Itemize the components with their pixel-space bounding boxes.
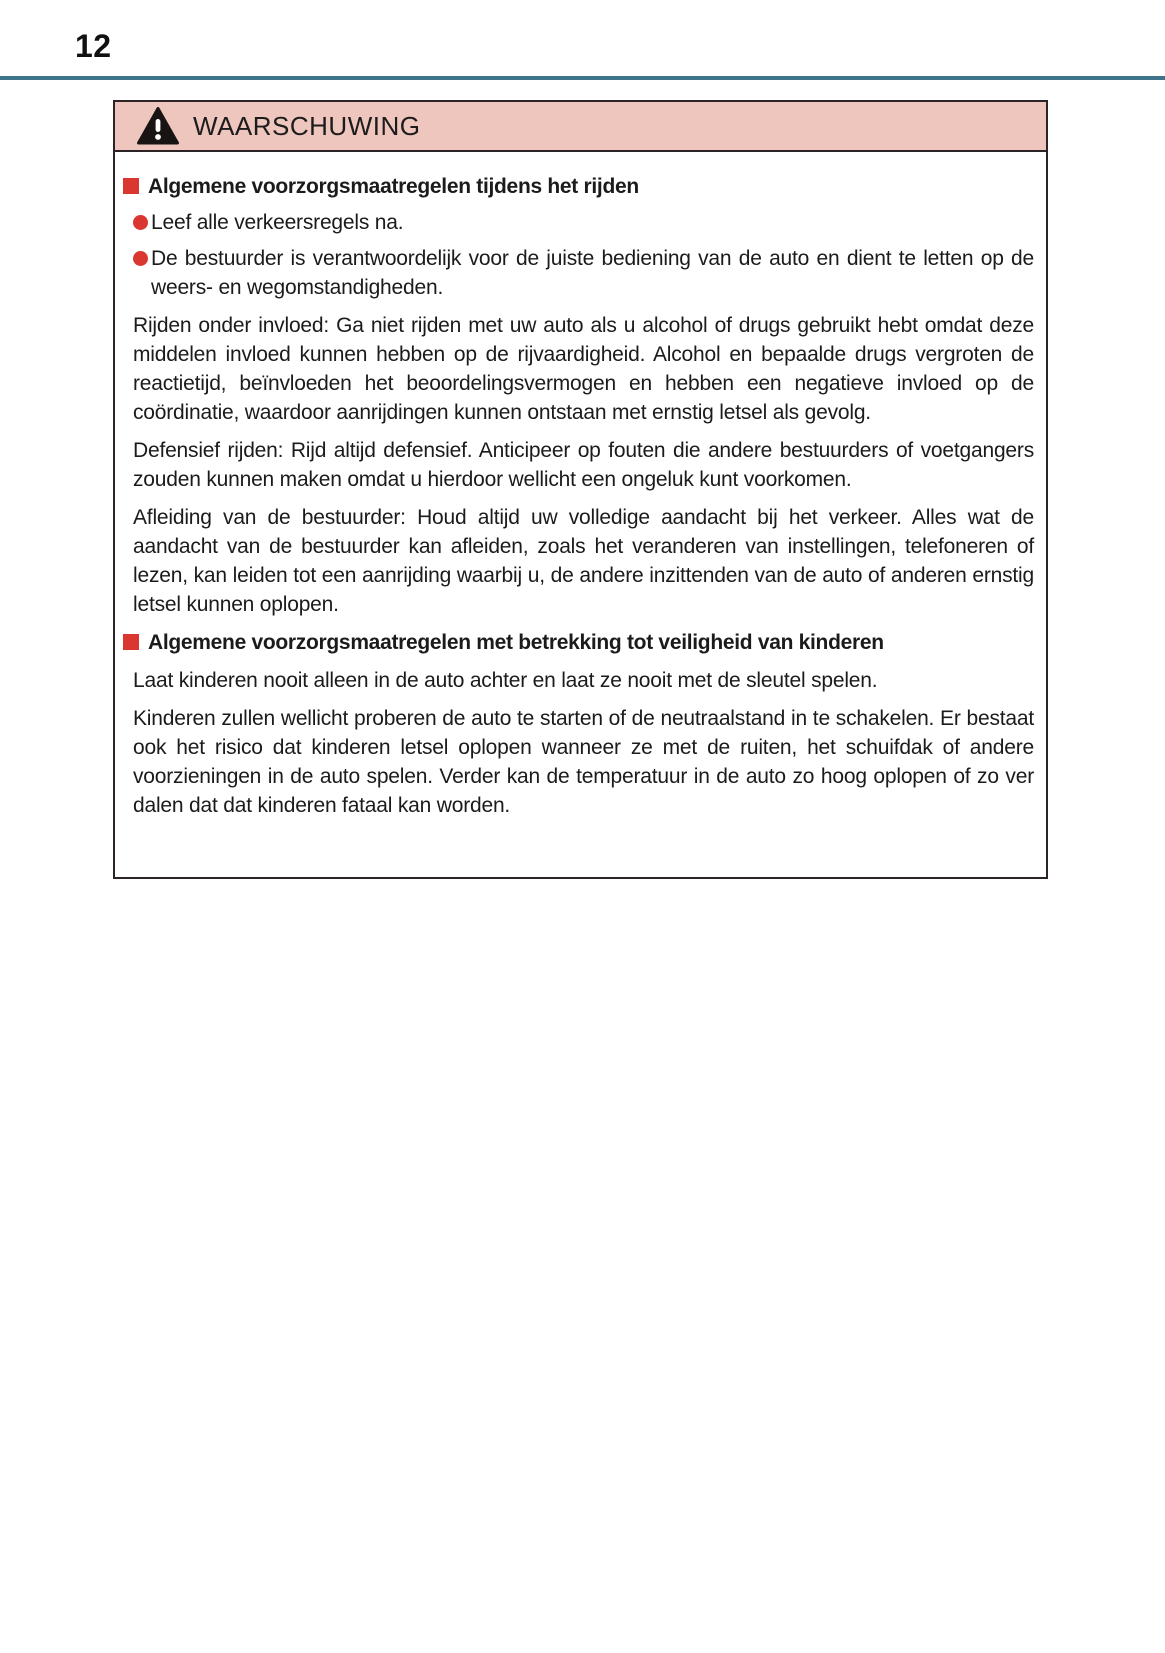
paragraph: Laat kinderen nooit alleen in de auto achter en laat ze nooit met de sleutel spelen.: [133, 669, 878, 692]
section-heading: [123, 172, 1034, 201]
warning-body: [115, 152, 1046, 877]
circle-bullet-icon: [133, 215, 148, 230]
warning-triangle-icon: [137, 107, 179, 145]
paragraph: Kinderen zullen wellicht proberen de auto te starten of de neutraalstand in te schakelen. Er bestaat ook het risico dat kinderen letsel oplopen wanneer ze met de ruiten, het schuifdak of andere voorzieningen in de auto spelen. Verder kan de temperatuur in de auto zo hoog oplopen of zo ver dalen dat dat kinderen fataal kan worden.: [133, 707, 1034, 817]
paragraph: Afleiding van de bestuurder: Houd altijd uw volledige aandacht bij het verkeer. Alles wat de aandacht van de bestuurder kan afleiden, zoals het veranderen van instellingen, telefoneren of lezen, kan leiden tot een aanrijding waarbij u, de andere inzittenden van de auto of anderen ernstig letsel kunnen oplopen.: [133, 506, 1034, 616]
paragraph: Rijden onder invloed: Ga niet rijden met uw auto als u alcohol of drugs gebruikt hebt omdat deze middelen invloed kunnen hebben op de rijvaardigheid. Alcohol en bepaalde drugs vergroten de reactietijd, beïnvloeden het beoordelingsvermogen en hebben een negatieve invloed op de coördinatie, waardoor aanrijdingen kunnen ontstaan met ernstig letsel als gevolg.: [133, 314, 1034, 424]
header-rule: [0, 76, 1165, 80]
square-bullet-icon: [123, 634, 139, 650]
section-heading-text: Algemene voorzorgsmaatregelen met betrekking tot veiligheid van kinderen: [148, 631, 884, 654]
warning-title: WAARSCHUWING: [193, 110, 421, 141]
warning-box: [113, 100, 1048, 879]
warning-header: [115, 102, 1046, 152]
circle-bullet-icon: [133, 251, 148, 266]
section-heading: [123, 628, 1034, 657]
bullet-item: [133, 244, 1034, 302]
section-heading-text: Algemene voorzorgsmaatregelen tijdens het rijden: [148, 175, 639, 198]
bullet-item-text: Leef alle verkeersregels na.: [151, 211, 404, 234]
paragraph: Defensief rijden: Rijd altijd defensief. Anticipeer op fouten die andere bestuurders of voetgangers zouden kunnen maken omdat u hierdoor wellicht een ongeluk kunt voorkomen.: [133, 439, 1034, 491]
square-bullet-icon: [123, 178, 139, 194]
bullet-item-text: De bestuurder is verantwoordelijk voor de juiste bediening van de auto en dient te letten op de weers- en wegomstandigheden.: [151, 247, 1034, 299]
page-number: 12: [75, 28, 112, 64]
bullet-item: [133, 208, 1034, 237]
